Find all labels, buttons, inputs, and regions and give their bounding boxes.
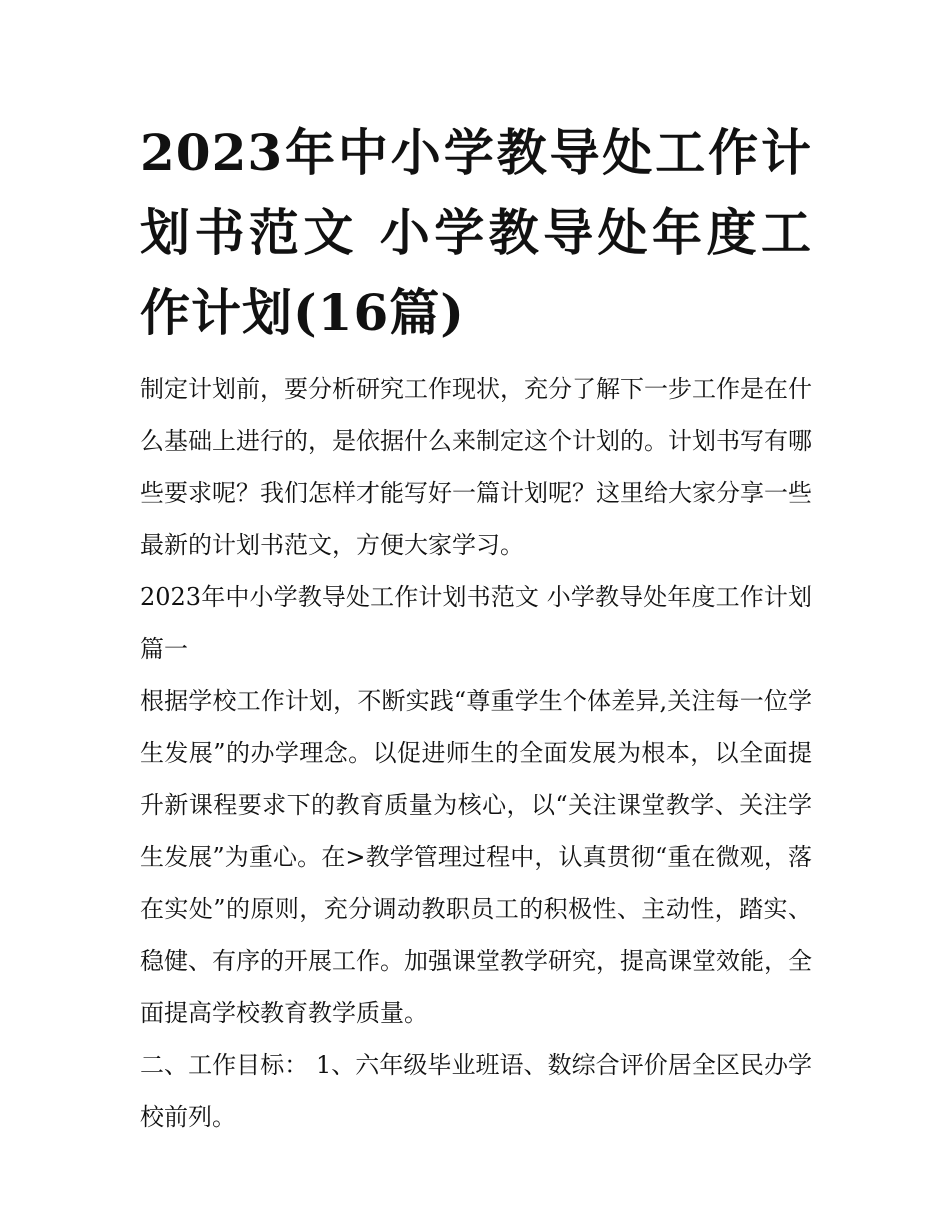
body-paragraph: 根据学校工作计划，不断实践“尊重学生个体差异,关注每一位学生发展”的办学理念。以促进师生的全面发展为根本，以全面提升新课程要求下的教育质量为核心，以“关注课堂教学、关注学生发展”为重心。在>教学管理过程中，认真贯彻“重在微观，落在实处”的原则，充分调动教职员工的积极性、主动性，踏实、稳健、有序的开展工作。加强课堂教学研究，提高课堂效能，全面提高学校教育教学质量。 bbox=[140, 687, 812, 1027]
goal-paragraph: 二、工作目标： 1、六年级毕业班语、数综合评价居全区民办学校前列。 bbox=[140, 1051, 812, 1131]
document-page bbox=[140, 113, 812, 1143]
section-heading: 2023年中小学教导处工作计划书范文 小学教导处年度工作计划篇一 bbox=[140, 583, 812, 663]
document-title: 2023年中小学教导处工作计划书范文 小学教导处年度工作计划(16篇) bbox=[140, 123, 812, 342]
intro-paragraph: 制定计划前，要分析研究工作现状，充分了解下一步工作是在什么基础上进行的，是依据什么来制定这个计划的。计划书写有哪些要求呢？我们怎样才能写好一篇计划呢？这里给大家分享一些最新的计划书范文，方便大家学习。 bbox=[140, 375, 812, 559]
